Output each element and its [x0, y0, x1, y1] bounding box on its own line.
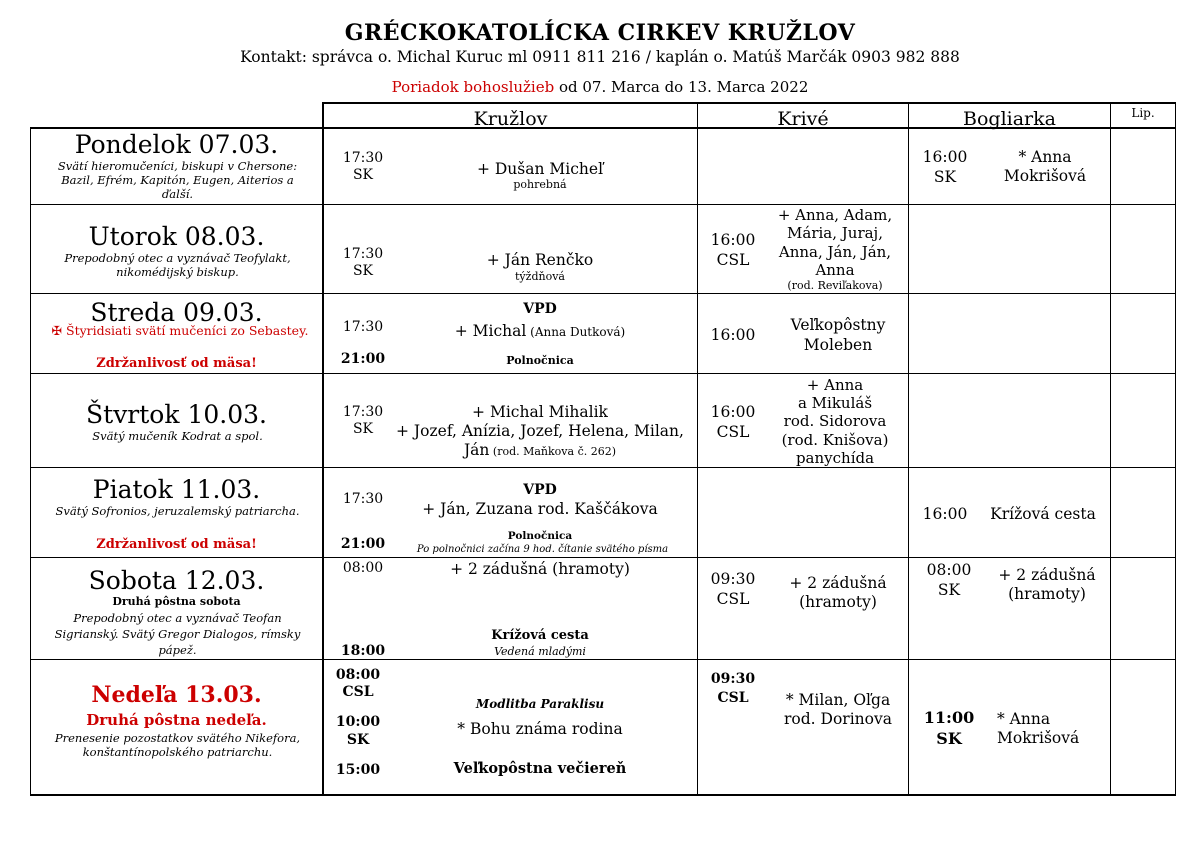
intention-family: (Anna Dutková) [526, 325, 626, 339]
intention-family: (rod. Maňkova č. 262) [489, 445, 617, 458]
grid-line-r3 [30, 373, 1176, 374]
intention: Ján [463, 441, 490, 459]
day-title: Piatok 11.03. [92, 475, 261, 504]
language: SK [933, 168, 957, 186]
intention: panychída [795, 449, 875, 467]
day-note: Prenesenie pozostatkov svätého Nikefora, konštantínopolského patriarchu. [54, 731, 301, 759]
language: SK [352, 421, 374, 437]
grid-line-r2 [30, 293, 1176, 294]
intention: rod. Sidorova [783, 412, 887, 430]
grid-bottom-line [30, 794, 1176, 796]
fast-notice: Zdržanlivosť od mäsa! [96, 537, 257, 552]
time: 08:00 [342, 560, 384, 576]
day-subtitle: Druhá pôstna sobota [112, 595, 241, 608]
time: 11:00 [923, 708, 975, 727]
service-name: Modlitba Paraklisu [475, 697, 605, 711]
service-name: Krížová cesta [491, 628, 589, 643]
intention: + Michal Mihalik [472, 403, 608, 421]
language: CSL [717, 690, 749, 706]
grid-line-r6 [30, 659, 1176, 660]
service-note: Po polnočnici začína 9 hod. čítanie svätého písma [416, 544, 669, 555]
column-header-lip: Lip. [1131, 106, 1155, 120]
intention: + Ján Renčko [486, 251, 594, 269]
time: 08:00 [926, 561, 972, 579]
language: CSL [716, 251, 750, 269]
feast-line [40, 323, 320, 338]
intention: * Anna [997, 710, 1051, 728]
time: 16:00 [922, 148, 968, 166]
language: SK [346, 732, 370, 748]
language: CSL [716, 423, 750, 441]
intention: * Anna [1018, 148, 1072, 166]
intention: rod. Dorinova [784, 710, 892, 728]
time: 21:00 [340, 351, 386, 367]
column-header-kruzlov: Kružlov [473, 108, 548, 130]
intention-line [390, 440, 690, 459]
grid-line-r1 [30, 204, 1176, 205]
liturgy-type: VPD [523, 482, 557, 498]
intention: + Jozef, Anízia, Jozef, Helena, Milan, [396, 422, 684, 440]
grid-vline-right [1175, 102, 1176, 795]
intention: Anna [815, 261, 855, 279]
intention: * Bohu známa rodina [457, 720, 623, 738]
service-name: Polnočnica [507, 530, 573, 542]
day-note: Svätý Sofronios, jeruzalemský patriarcha. [55, 504, 300, 518]
intention: Mokrišová [1003, 167, 1087, 185]
time: 09:30 [710, 671, 756, 687]
language: SK [352, 263, 374, 279]
schedule-label: Poriadok bohoslužieb [391, 78, 555, 96]
intention: + Anna, Adam, [777, 206, 893, 224]
intention: Anna, Ján, Ján, [778, 243, 892, 261]
grid-top-line [322, 102, 1176, 104]
column-header-krive: Krivé [777, 108, 829, 130]
grid-vline-kruzlov [322, 102, 324, 795]
liturgy-type: VPD [523, 301, 557, 317]
time: 15:00 [335, 762, 381, 778]
intention-type: týždňová [515, 270, 565, 283]
day-title: Nedeľa 13.03. [91, 682, 262, 708]
grid-vline-bogliarka [908, 102, 909, 795]
time: 17:30 [342, 150, 384, 166]
intention: + 2 zádušná [998, 566, 1096, 584]
day-note: Svätý mučeník Kodrat a spol. [92, 429, 263, 443]
intention: Mokrišová [997, 729, 1080, 747]
fast-notice: Zdržanlivosť od mäsa! [96, 356, 257, 371]
schedule-period [0, 78, 1200, 96]
intention: + Dušan Micheľ [476, 160, 604, 178]
time: 17:30 [342, 246, 384, 262]
language: CSL [342, 684, 374, 700]
time: 16:00 [922, 505, 968, 523]
time: 16:00 [710, 231, 756, 249]
day-note: Štyridsiati svätí mučeníci zo Sebastey. [66, 323, 309, 338]
intention: * Milan, Oľga [785, 691, 891, 709]
language: SK [937, 581, 961, 599]
intention: (rod. Knišova) [781, 431, 889, 449]
day-note: Svätí hieromučeníci, biskupi v Chersone: Bazil, Efrém, Kapitón, Eugen, Aiterios a ďalší. [57, 159, 298, 201]
service-name: Polnočnica [506, 354, 574, 367]
time: 21:00 [340, 536, 386, 552]
grid-line-r4 [30, 467, 1176, 468]
language: SK [352, 167, 374, 183]
day-title: Sobota 12.03. [88, 566, 265, 595]
grid-vline-lip [1110, 102, 1111, 795]
time: 09:30 [710, 570, 756, 588]
grid-vline-krive [697, 102, 698, 795]
day-title: Streda 09.03. [90, 298, 263, 327]
page-title: GRÉCKOKATOLÍCKA CIRKEV KRUŽLOV [344, 20, 856, 46]
schedule-dates: od 07. Marca do 13. Marca 2022 [554, 78, 809, 96]
intention-line [390, 321, 690, 340]
day-title: Štvrtok 10.03. [86, 400, 267, 429]
intention: + 2 zádušná [789, 574, 887, 592]
intention: + Anna [806, 376, 864, 394]
day-subtitle: Druhá pôstna nedeľa. [86, 711, 267, 729]
intention-family: (rod. Reviľakova) [787, 279, 883, 292]
column-header-bogliarka: Bogliarka [963, 108, 1056, 130]
day-title: Pondelok 07.03. [74, 130, 279, 159]
service-name: Moleben [803, 336, 873, 354]
intention: + 2 zádušná (hramoty) [450, 560, 630, 578]
language: SK [936, 729, 962, 748]
contact-line: Kontakt: správca o. Michal Kuruc ml 0911 811 216 / kaplán o. Matúš Marčák 0903 982 888 [240, 48, 960, 66]
service-name: Veľkopôstny [790, 316, 886, 334]
intention: (hramoty) [799, 593, 877, 611]
time: 17:30 [342, 404, 384, 420]
intention: + Ján, Zuzana rod. Kaščákova [422, 500, 658, 518]
time: 16:00 [710, 403, 756, 421]
grid-line-r5 [30, 557, 1176, 558]
service-note: Vedená mladými [494, 645, 586, 658]
time: 10:00 [335, 714, 381, 730]
intention-type: pohrebná [513, 178, 567, 191]
time: 17:30 [342, 491, 384, 507]
intention: a Mikuláš [797, 394, 873, 412]
time: 17:30 [342, 319, 384, 335]
day-note: Prepodobný otec a vyznávač Teofan Sigrianský. Svätý Gregor Dialogos, rímsky pápež. [54, 611, 301, 657]
language: CSL [716, 590, 750, 608]
intention: (hramoty) [1008, 585, 1086, 603]
service-name: Krížová cesta [990, 505, 1096, 523]
day-note: Prepodobný otec a vyznávač Teofylakt, nikomédijský biskup. [64, 251, 291, 279]
cross-icon: ✠ [51, 323, 63, 338]
time: 08:00 [335, 667, 381, 683]
service-name: Veľkopôstna večiereň [453, 760, 627, 777]
time: 18:00 [340, 643, 386, 659]
day-title: Utorok 08.03. [88, 222, 265, 251]
intention: Mária, Juraj, [787, 224, 883, 242]
time: 16:00 [710, 326, 756, 344]
intention: + Michal [454, 322, 527, 340]
